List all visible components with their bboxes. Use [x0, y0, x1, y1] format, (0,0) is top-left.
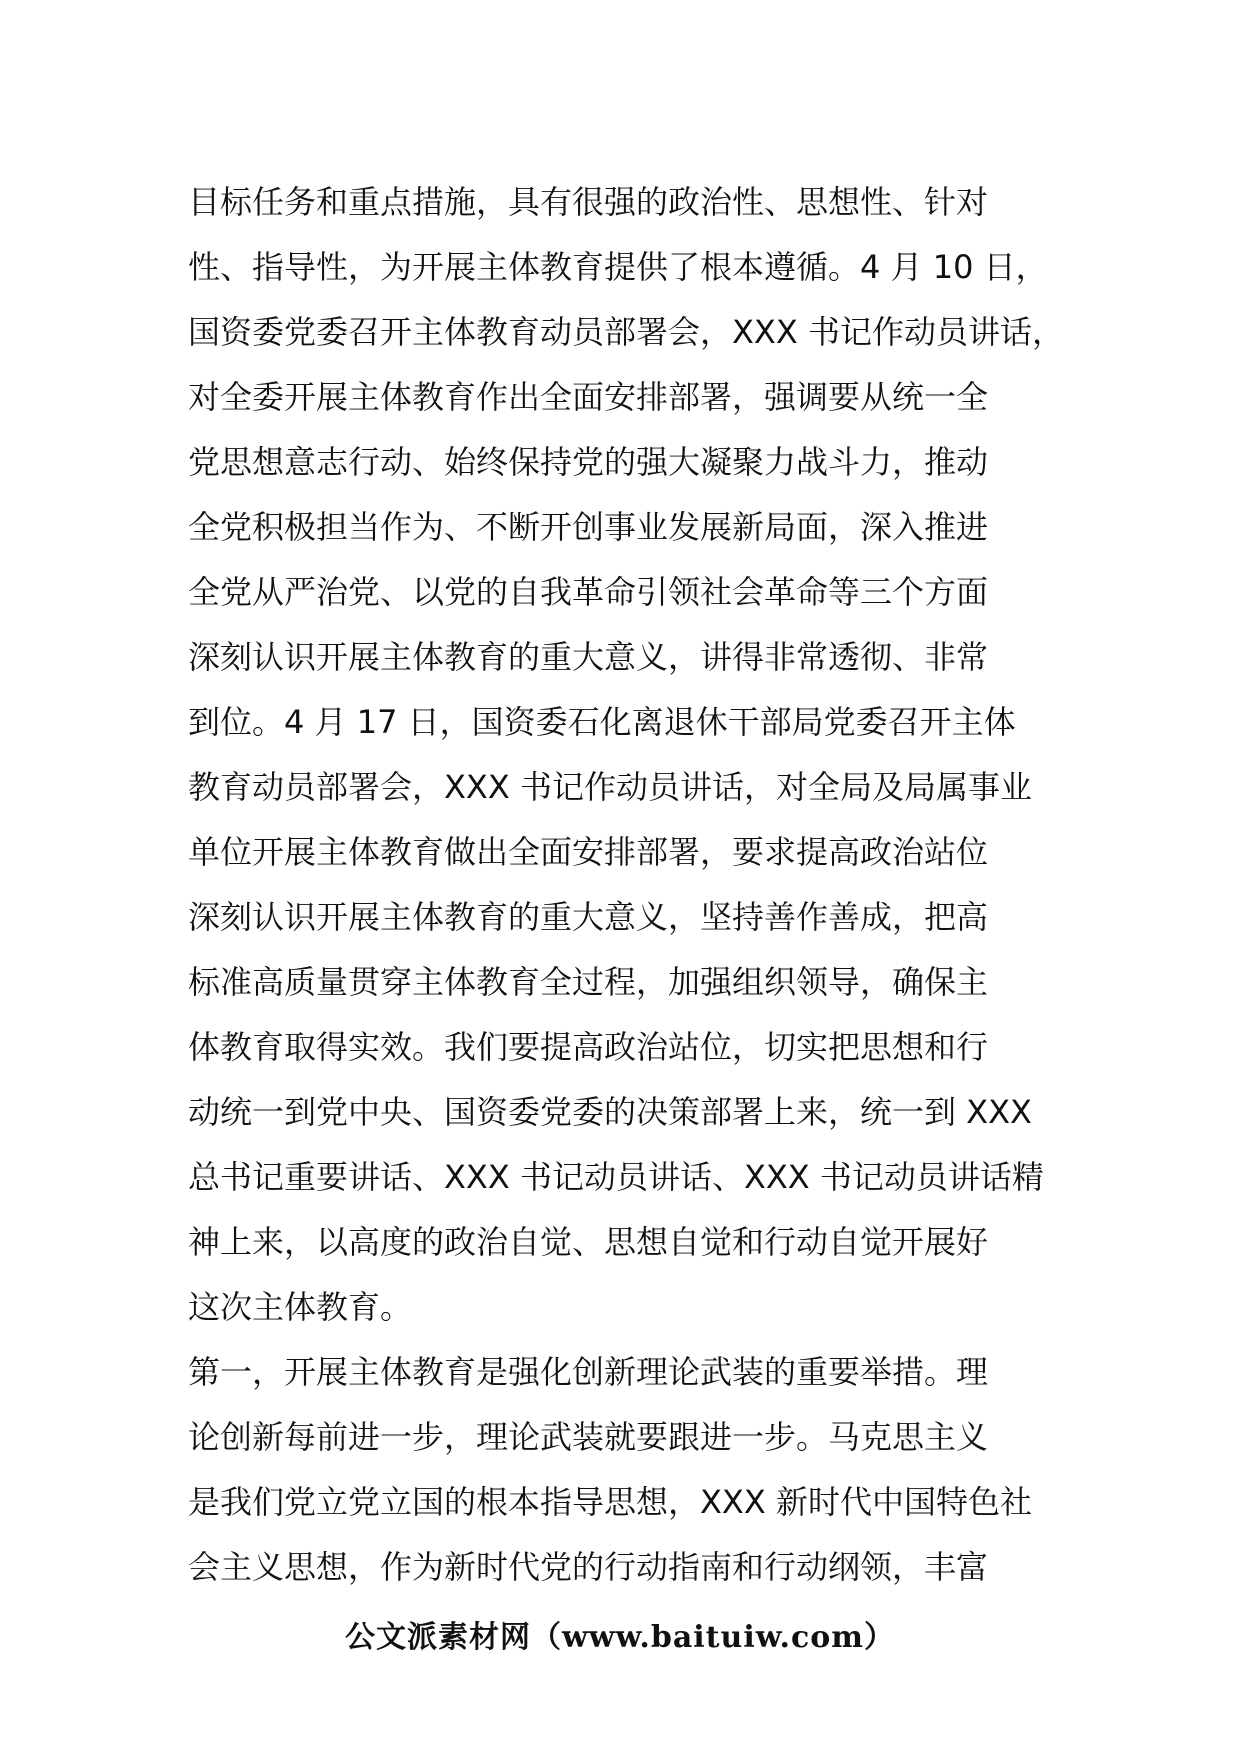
text-line: 国资委党委召开主体教育动员部署会，XXX 书记作动员讲话，: [188, 313, 1064, 351]
text-line: 到位。4 月 17 日，国资委石化离退休干部局党委召开主体: [188, 703, 1016, 741]
text-line: 单位开展主体教育做出全面安排部署，要求提高政治站位: [188, 833, 989, 871]
text-line: 标准高质量贯穿主体教育全过程，加强组织领导，确保主: [188, 963, 989, 1001]
text-line: 会主义思想，作为新时代党的行动指南和行动纲领，丰富: [188, 1548, 989, 1586]
text-line: 体教育取得实效。我们要提高政治站位，切实把思想和行: [188, 1028, 989, 1066]
body-text: [188, 170, 1088, 1600]
text-line: 深刻认识开展主体教育的重大意义，讲得非常透彻、非常: [188, 638, 989, 676]
text-line: 论创新每前进一步，理论武装就要跟进一步。马克思主义: [188, 1418, 989, 1456]
text-line: 这次主体教育。: [188, 1288, 413, 1326]
text-line: 教育动员部署会，XXX 书记作动员讲话，对全局及局属事业: [188, 768, 1032, 806]
text-line: 全党积极担当作为、不断开创事业发展新局面，深入推进: [188, 508, 989, 546]
text-line: 目标任务和重点措施，具有很强的政治性、思想性、针对: [188, 183, 989, 221]
text-line: 是我们党立党立国的根本指导思想，XXX 新时代中国特色社: [188, 1483, 1032, 1521]
page-footer: 公文派素材网（www.baituiw.com）: [344, 1620, 896, 1655]
text-line: 党思想意志行动、始终保持党的强大凝聚力战斗力，推动: [188, 443, 989, 481]
text-line: 全党从严治党、以党的自我革命引领社会革命等三个方面: [188, 573, 989, 611]
text-line: 动统一到党中央、国资委党委的决策部署上来，统一到 XXX: [188, 1093, 1032, 1131]
text-line: 第一，开展主体教育是强化创新理论武装的重要举措。理: [188, 1353, 989, 1391]
text-line: 性、指导性，为开展主体教育提供了根本遵循。4 月 10 日，: [188, 248, 1048, 286]
text-line: 总书记重要讲话、XXX 书记动员讲话、XXX 书记动员讲话精: [188, 1158, 1044, 1196]
text-line: 对全委开展主体教育作出全面安排部署，强调要从统一全: [188, 378, 989, 416]
text-line: 神上来，以高度的政治自觉、思想自觉和行动自觉开展好: [188, 1223, 989, 1261]
text-line: 深刻认识开展主体教育的重大意义，坚持善作善成，把高: [188, 898, 989, 936]
